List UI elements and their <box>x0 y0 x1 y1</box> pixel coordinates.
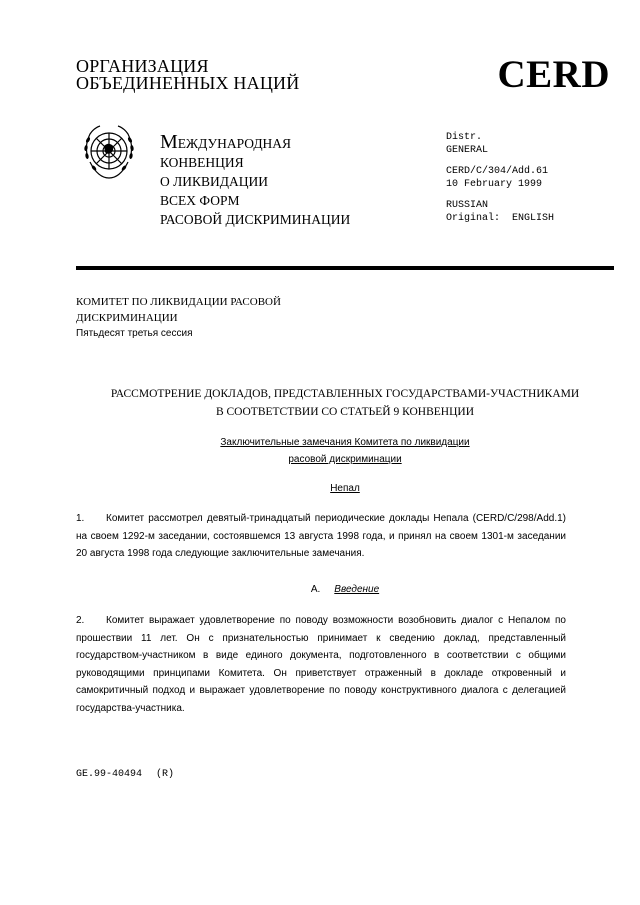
original-language: Original: ENGLISH <box>446 213 555 224</box>
distr-label: Distr. <box>446 132 483 143</box>
convention-line-3: О ЛИКВИДАЦИИ <box>160 174 268 189</box>
convention-line-5: РАСОВОЙ ДИСКРИМИНАЦИИ <box>160 212 351 227</box>
convention-line-1-rest: ЕЖДУНАРОДНАЯ <box>177 136 292 151</box>
document-title <box>76 385 614 421</box>
section-a-heading <box>76 584 614 595</box>
section-letter: A. <box>310 584 321 595</box>
org-line-1: ОРГАНИЗАЦИЯ <box>76 56 209 76</box>
committee-block <box>76 294 281 342</box>
document-metadata <box>446 131 554 225</box>
committee-line-1: КОМИТЕТ ПО ЛИКВИДАЦИИ РАСОВОЙ <box>76 296 281 308</box>
convention-line-4: ВСЕХ ФОРМ <box>160 193 240 208</box>
paragraph-text: Комитет рассмотрел девятый-тринадцатый периодические доклады Непала (CERD/C/298/Add.1) на своем 1292-м заседании, состоявшемся 13 августа 1998 года, и принял на своем 1301-м заседании 20 августа 1998 года следующие заключительные замечания. <box>76 513 566 559</box>
paragraph-1 <box>76 510 566 563</box>
title-line-2: В СООТВЕТСТВИИ СО СТАТЬЕЙ 9 КОНВЕНЦИИ <box>215 406 475 418</box>
convention-line-1 <box>160 133 350 153</box>
committee-line-2: ДИСКРИМИНАЦИИ <box>76 312 178 324</box>
paragraph-number: 2. <box>76 615 85 626</box>
document-language: RUSSIAN <box>446 200 489 211</box>
convention-title <box>160 133 350 229</box>
paragraph-number: 1. <box>76 513 85 524</box>
convention-initial: М <box>160 131 178 153</box>
language-code: (R) <box>156 769 175 780</box>
document-code: CERD <box>497 53 610 96</box>
title-line-1: РАССМОТРЕНИЕ ДОКЛАДОВ, ПРЕДСТАВЛЕННЫХ ГОСУДАРСТВАМИ-УЧАСТНИКАМИ <box>110 388 580 400</box>
subtitle-line-1: Заключительные замечания Комитета по ликвидации <box>220 437 470 448</box>
paragraph-2 <box>76 612 566 717</box>
paragraph-text: Комитет выражает удовлетворение по поводу возможности возобновить диалог с Непалом по прошествии 11 лет. Он с признательностью принимает к сведению доклад, представленный государством-участником в виде единого документа, подготовленного в соответствии с общими руководящими принципами Комитета. Он приветствует отраженный в докладе откровенный и самокритичный подход и выражает удовлетворение по поводу конструктивного диалога с делегацией государства-участника. <box>76 615 566 714</box>
organization-name <box>76 58 299 92</box>
document-subtitle <box>76 434 614 468</box>
org-line-2: ОБЪЕДИНЕННЫХ НАЦИЙ <box>76 73 300 93</box>
country-heading: Непал <box>330 483 360 494</box>
session-label: Пятьдесят третья сессия <box>76 328 193 339</box>
distr-general: GENERAL <box>446 145 489 156</box>
section-title: Введение <box>334 584 380 595</box>
un-emblem-icon <box>74 118 144 188</box>
footer-job-number <box>76 769 174 780</box>
document-date: 10 February 1999 <box>446 179 543 190</box>
job-number: GE.99-40494 <box>76 769 143 780</box>
convention-line-2: КОНВЕНЦИЯ <box>160 155 244 170</box>
subtitle-line-2: расовой дискриминации <box>288 454 402 465</box>
header-divider <box>76 266 614 270</box>
document-symbol: CERD/C/304/Add.61 <box>446 166 549 177</box>
